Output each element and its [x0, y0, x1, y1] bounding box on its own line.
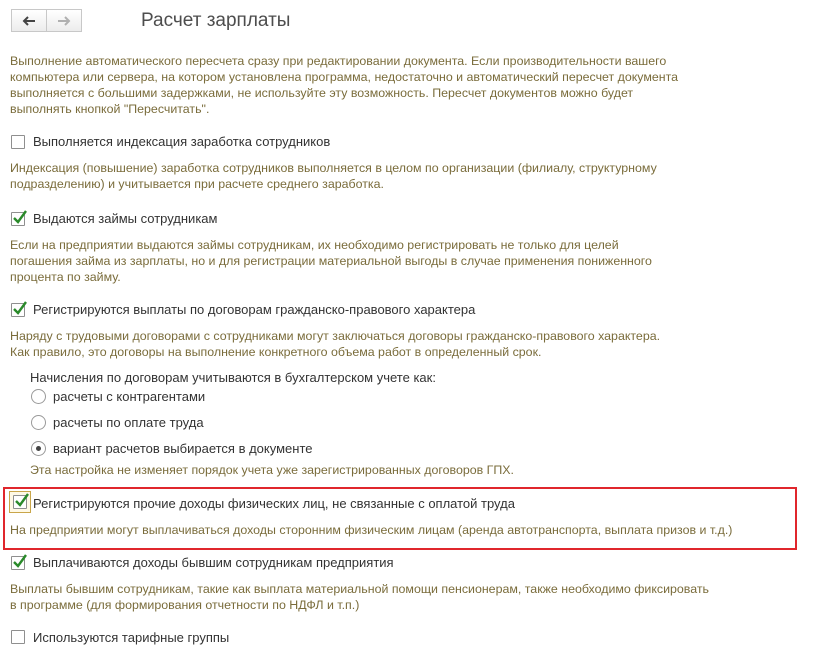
page-title: Расчет зарплаты: [141, 10, 291, 31]
arrow-left-icon: [22, 16, 36, 26]
gph-note: Как правило, это договоры на выполнение конкретного объема работ в определенный срок.: [10, 345, 542, 359]
arrow-right-icon: [57, 16, 71, 26]
gph-label[interactable]: Регистрируются выплаты по договорам гражданско-правового характера: [33, 302, 476, 317]
loans-note: погашения займа из зарплаты, но и для регистрации материальной выгоды в случае применения пониженного: [10, 254, 652, 268]
former-employees-note: в программе (для формирования отчетности по НДФЛ и т.п.): [10, 598, 360, 612]
checkmark-icon: [13, 492, 30, 509]
indexation-note: Индексация (повышение) заработка сотрудников выполняется в целом по организации (филиалу, структурному: [10, 161, 657, 175]
checkmark-icon: [11, 300, 28, 317]
loans-checkbox[interactable]: [11, 212, 25, 226]
other-income-note: На предприятии могут выплачиваться доходы сторонним физическим лицам (аренда автотранспорта, выплата призов и т.д.): [10, 523, 733, 537]
former-employees-checkbox[interactable]: [11, 556, 25, 570]
tariff-groups-label[interactable]: Используются тарифные группы: [33, 630, 230, 645]
checkmark-icon: [11, 553, 28, 570]
loans-note: Если на предприятии выдаются займы сотрудникам, их необходимо регистрировать не только для целей: [10, 238, 619, 252]
indexation-checkbox[interactable]: [11, 135, 25, 149]
other-income-label[interactable]: Регистрируются прочие доходы физических лиц, не связанные с оплатой труда: [33, 496, 515, 511]
back-button[interactable]: [11, 9, 47, 32]
intro-note-line: Выполнение автоматического пересчета сразу при редактировании документа. Если производительности вашего: [10, 54, 667, 68]
indexation-note: подразделению) и учитывается при расчете среднего заработка.: [10, 177, 384, 191]
forward-button[interactable]: [46, 9, 82, 32]
radio-payroll[interactable]: [31, 415, 46, 430]
tariff-groups-checkbox[interactable]: [11, 630, 25, 644]
intro-note-line: выполняется с большими задержками, не используйте эту возможность. Пересчет документов можно будет: [10, 86, 634, 100]
checkmark-icon: [11, 209, 28, 226]
indexation-label[interactable]: Выполняется индексация заработка сотрудников: [33, 134, 331, 149]
gph-checkbox[interactable]: [11, 303, 25, 317]
other-income-checkbox[interactable]: [13, 495, 27, 509]
intro-note-line: выполнять кнопкой "Пересчитать".: [10, 102, 210, 116]
gph-note: Наряду с трудовыми договорами с сотрудниками могут заключаться договоры гражданско-правового характера.: [10, 329, 661, 343]
gph-accounting-note: Эта настройка не изменяет порядок учета уже зарегистрированных договоров ГПХ.: [30, 463, 514, 477]
former-employees-note: Выплаты бывшим сотрудникам, такие как выплата материальной помощи пенсионерам, также необходимо фиксировать: [10, 582, 709, 596]
radio-counterparties[interactable]: [31, 389, 46, 404]
loans-label[interactable]: Выдаются займы сотрудникам: [33, 211, 218, 226]
loans-note: процента по займу.: [10, 270, 121, 284]
intro-note-line: компьютера или сервера, на котором установлена программа, недостаточно и автоматический пересчет документа: [10, 70, 679, 84]
radio-counterparties-label[interactable]: расчеты с контрагентами: [53, 389, 206, 404]
former-employees-label[interactable]: Выплачиваются доходы бывшим сотрудникам предприятия: [33, 555, 394, 570]
radio-payroll-label[interactable]: расчеты по оплате труда: [53, 415, 204, 430]
radio-in-document[interactable]: [31, 441, 46, 456]
radio-in-document-label[interactable]: вариант расчетов выбирается в документе: [53, 441, 313, 456]
gph-accounting-caption: Начисления по договорам учитываются в бухгалтерском учете как:: [30, 370, 436, 385]
